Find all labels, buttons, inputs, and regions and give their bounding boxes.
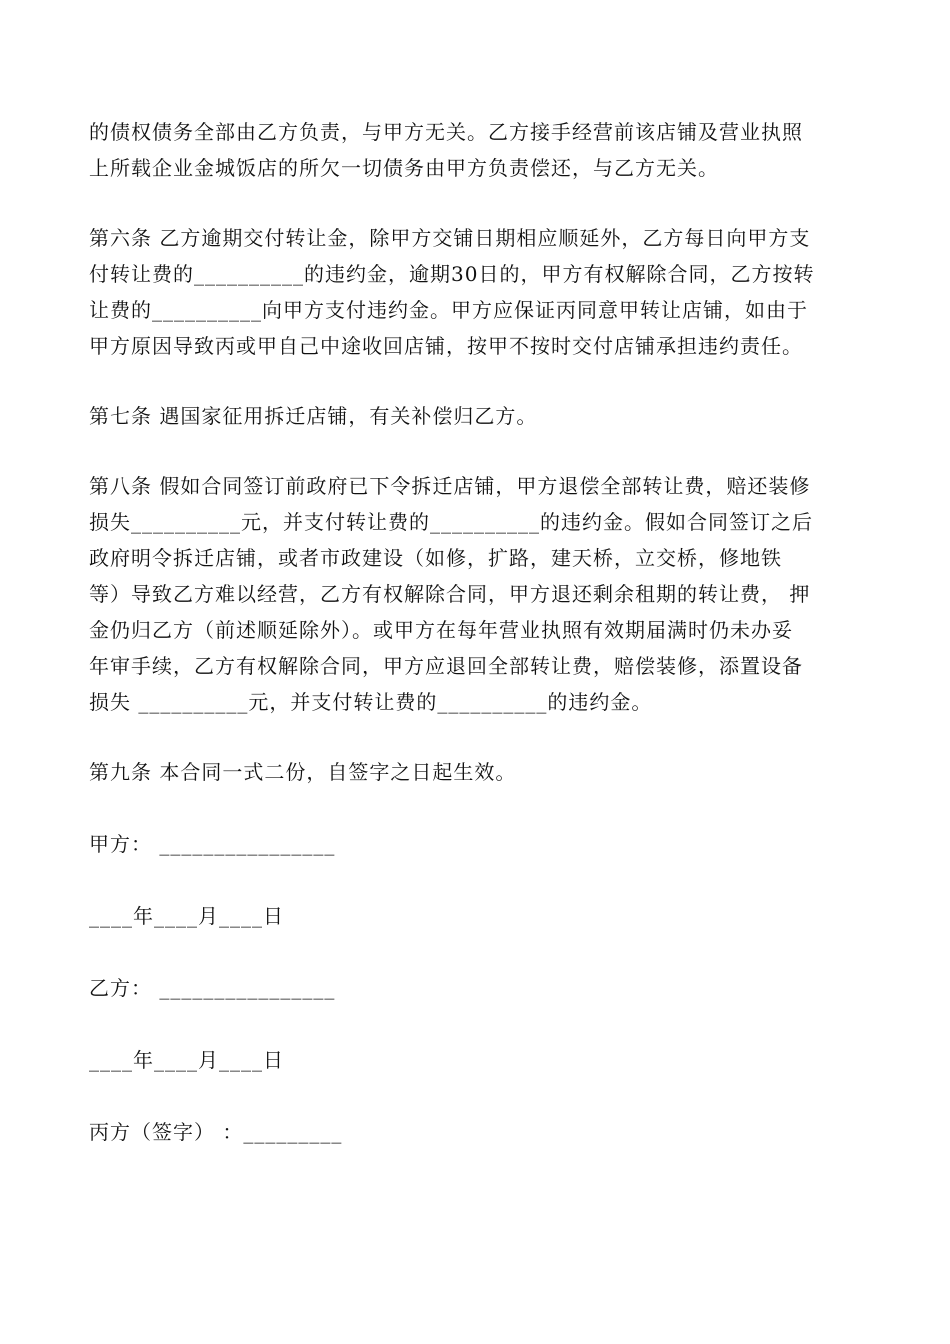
article-6 [89,220,864,364]
article-6-line: 付转让费的__________的违约金，逾期30日的，甲方有权解除合同，乙方按转 [89,262,815,286]
article-7 [89,398,864,434]
party-a-line: 甲方： ________________ [89,832,336,856]
date-line: ____年____月____日 [89,1048,284,1072]
article-8-line: 政府明令拆迁店铺，或者市政建设（如修，扩路，建天桥，立交桥，修地铁 [89,546,782,570]
article-8 [89,468,864,720]
article-8-line: 损失__________元，并支付转让费的__________的违约金。假如合同签订之后 [89,510,813,534]
intro-paragraph [89,114,864,186]
article-6-line: 第六条 乙方逾期交付转让金，除甲方交铺日期相应顺延外，乙方每日向甲方支 [89,226,811,250]
party-b-line: 乙方： ________________ [89,976,336,1000]
party-a-date [89,898,864,934]
article-8-line: 年审手续，乙方有权解除合同，甲方应退回全部转让费，赔偿装修，添置设备 [89,654,803,678]
party-b-signature [89,970,864,1006]
party-c-line: 丙方（签字） ：_________ [89,1120,343,1144]
article-7-line: 第七条 遇国家征用拆迁店铺，有关补偿归乙方。 [89,404,538,428]
article-8-line: 金仍归乙方（前述顺延除外）。或甲方在每年营业执照有效期届满时仍未办妥 [89,618,793,642]
article-6-line: 甲方原因导致丙或甲自己中途收回店铺，按甲不按时交付店铺承担违约责任。 [89,334,803,358]
party-b-date [89,1042,864,1078]
article-9 [89,754,864,790]
article-8-line: 第八条 假如合同签订前政府已下令拆迁店铺，甲方退偿全部转让费，赔还装修 [89,474,811,498]
article-8-line: 损失 __________元，并支付转让费的__________的违约金。 [89,690,653,714]
intro-line: 的债权债务全部由乙方负责，与甲方无关。乙方接手经营前该店铺及营业执照 [89,120,803,144]
article-8-line: 等）导致乙方难以经营，乙方有权解除合同，甲方退还剩余租期的转让费， 押 [89,582,811,606]
article-6-line: 让费的__________向甲方支付违约金。甲方应保证丙同意甲转让店铺，如由于 [89,298,808,322]
contract-page [89,114,864,1150]
party-c-signature [89,1114,864,1150]
party-a-signature [89,826,864,862]
article-9-line: 第九条 本合同一式二份，自签字之日起生效。 [89,760,517,784]
intro-line: 上所载企业金城饭店的所欠一切债务由甲方负责偿还，与乙方无关。 [89,156,719,180]
date-line: ____年____月____日 [89,904,284,928]
